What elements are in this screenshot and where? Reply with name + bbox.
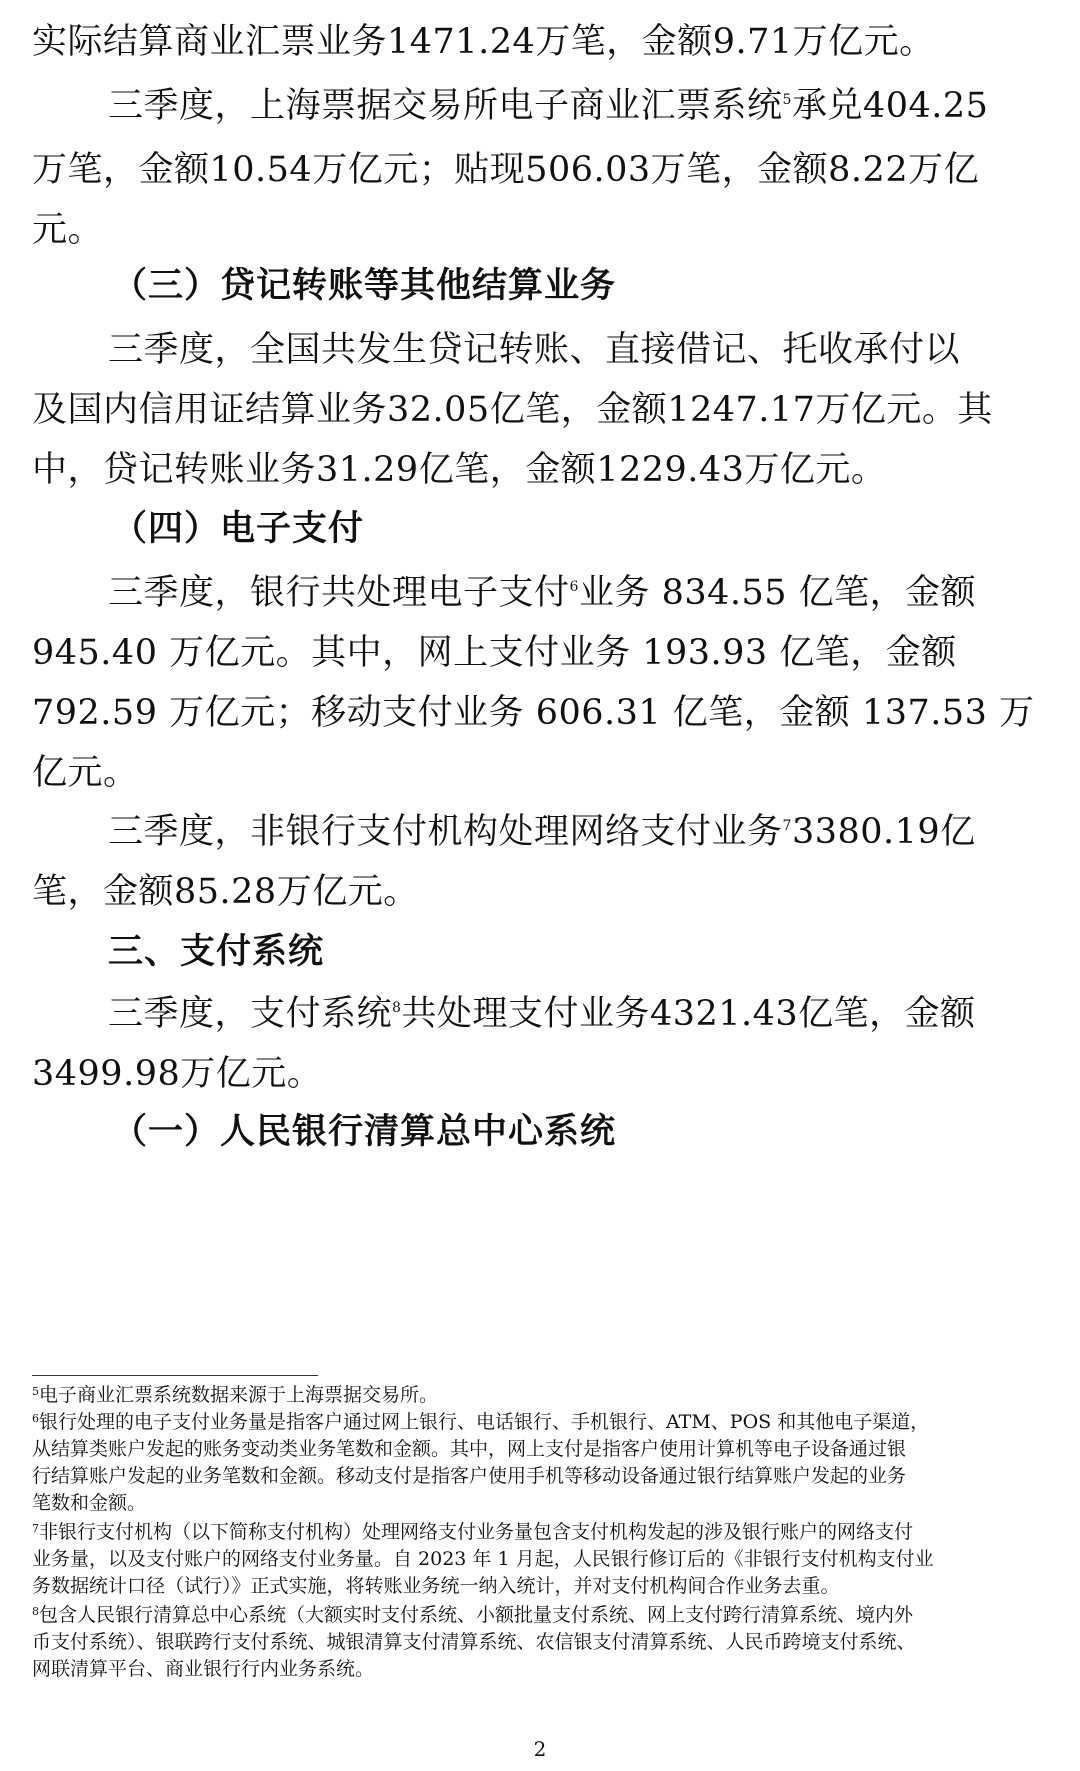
paragraph-line: 亿元。 (32, 753, 139, 793)
section-heading: （三）贷记转账等其他结算业务 (112, 266, 617, 306)
paragraph-line (108, 808, 1042, 856)
text-segment: 3380.19亿 (791, 812, 976, 852)
text-segment: 三季度，非银行支付机构处理网络支付业务 (108, 812, 783, 852)
footnote-line: 务数据统计口径（试行）》正式实施，将转账业务统一纳入统计，并对支付机构间合作业务去重。 (32, 1575, 840, 1597)
text-segment: 三季度，支付系统 (108, 994, 393, 1034)
footnote-line: 行结算账户发起的业务笔数和金额。移动支付是指客户使用手机等移动设备通过银行结算账户发起的业务 (32, 1465, 907, 1487)
paragraph-line (108, 82, 1042, 130)
footnote-line: 包含人民银行清算总中心系统（大额实时支付系统、小额批量支付系统、网上支付跨行清算系统、境内外 (39, 1604, 914, 1626)
footnote-mark: 5 (32, 1385, 39, 1398)
paragraph-line: 三季度，全国共发生贷记转账、直接借记、托收承付以 (108, 330, 961, 370)
footnote-line: 电子商业汇票系统数据来源于上海票据交易所。 (39, 1384, 439, 1406)
footnote-ref-6[interactable]: 6 (569, 579, 579, 595)
text-segment: 三季度，银行共处理电子支付 (108, 573, 570, 613)
text-segment: 三季度，上海票据交易所电子商业汇票系统 (108, 86, 783, 126)
section-heading: 三、支付系统 (108, 932, 325, 972)
footnote-line: 银行处理的电子支付业务量是指客户通过网上银行、电话银行、手机银行、ATM、POS 和其他电子渠道， (39, 1411, 930, 1433)
footnote-ref-7[interactable]: 7 (782, 818, 792, 834)
paragraph-line: 万笔，金额10.54万亿元；贴现506.03万笔，金额8.22万亿 (32, 150, 980, 190)
paragraph-line (108, 990, 1042, 1038)
paragraph-line: 792.59 万亿元；移动支付业务 606.31 亿笔，金额 137.53 万 (32, 693, 1035, 733)
paragraph-line: 元。 (32, 210, 104, 250)
paragraph-line: 中，贷记转账业务31.29亿笔，金额1229.43万亿元。 (32, 450, 887, 490)
paragraph-line: 及国内信用证结算业务32.05亿笔，金额1247.17万亿元。其 (32, 390, 993, 430)
footnote-mark: 6 (32, 1412, 39, 1425)
text-run (108, 82, 988, 130)
section-heading: （四）电子支付 (112, 509, 365, 549)
text-segment: 共处理支付业务4321.43亿笔，金额 (401, 994, 976, 1034)
footnote-line: 笔数和金额。 (32, 1492, 147, 1514)
footnote-line: 从结算类账户发起的账务变动类业务笔数和金额。其中，网上支付是指客户使用计算机等电子设备通过银 (32, 1438, 907, 1460)
footnote-7 (32, 1518, 1042, 1546)
paragraph-line: 945.40 万亿元。其中，网上支付业务 193.93 亿笔，金额 (32, 633, 957, 673)
paragraph-line (108, 569, 1042, 617)
footnote-line: 网联清算平台、商业银行行内业务系统。 (32, 1658, 375, 1680)
paragraph-line: 3499.98万亿元。 (32, 1054, 323, 1094)
footnote-ref-5[interactable]: 5 (782, 92, 792, 108)
footnote-ref-8[interactable]: 8 (392, 1000, 402, 1016)
footnote-line: 业务量，以及支付账户的网络支付业务量。自 2023 年 1 月起，人民银行修订后的《非银行支付机构支付业 (32, 1548, 934, 1570)
footnote-8 (32, 1601, 1042, 1629)
footnote-line: 非银行支付机构（以下简称支付机构）处理网络支付业务量包含支付机构发起的涉及银行账户的网络支付 (39, 1521, 914, 1543)
footnote-6 (32, 1408, 1042, 1436)
footnote-line: 币支付系统）、银联跨行支付系统、城银清算支付清算系统、农信银支付清算系统、人民币跨境支付系统、 (32, 1631, 916, 1653)
page-number: 2 (533, 1737, 547, 1761)
text-segment: 承兑404.25 (791, 86, 989, 126)
paragraph-line: 笔，金额85.28万亿元。 (32, 872, 419, 912)
section-heading: （一）人民银行清算总中心系统 (112, 1112, 617, 1152)
footnote-separator (32, 1375, 318, 1376)
text-segment: 业务 834.55 亿笔，金额 (578, 573, 977, 613)
footnote-mark: 8 (32, 1605, 39, 1618)
footnote-mark: 7 (32, 1522, 39, 1535)
paragraph-line: 实际结算商业汇票业务1471.24万笔，金额9.71万亿元。 (32, 22, 935, 62)
footnote-5 (32, 1381, 1042, 1409)
